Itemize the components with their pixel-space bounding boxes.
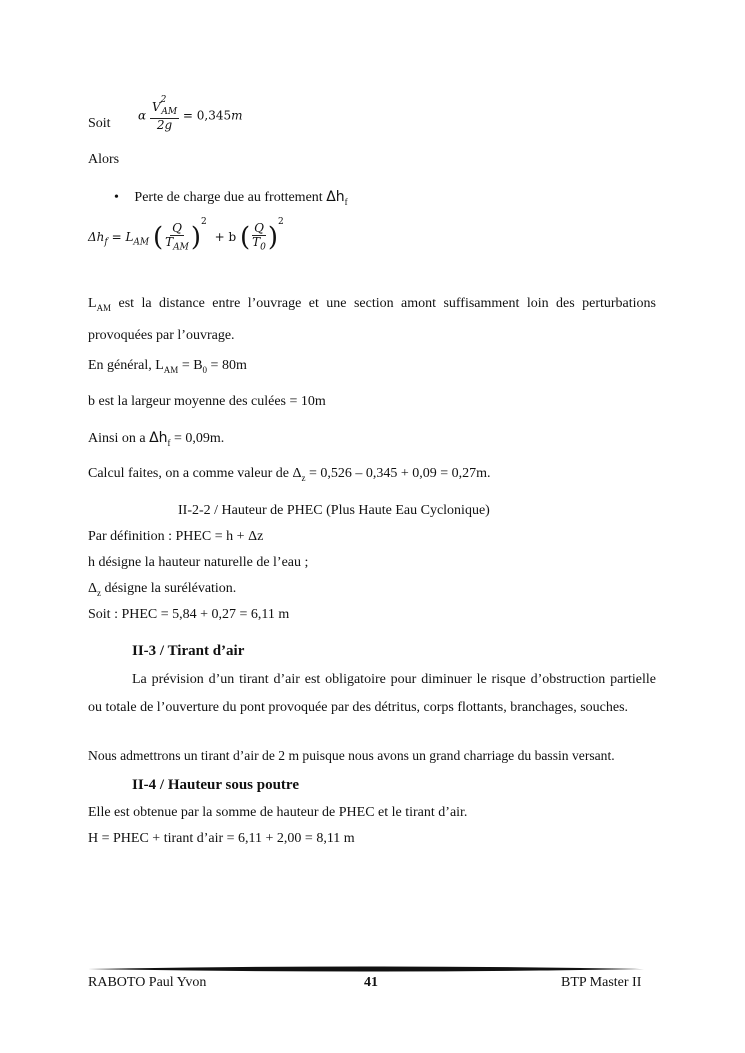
ainsi-b: = 0,09m. [170,431,225,446]
paren-open-2: ( [239,222,251,253]
def3-sub: z [97,587,102,598]
frac-denominator: 2g [156,118,173,133]
general-b: = B [178,358,203,373]
alpha-symbol: α [138,108,147,123]
bullet-delta: Δh [326,189,345,205]
q1-num: Q [172,221,182,235]
paragraph-ii-3a [88,666,656,722]
dh-L-sub: AM [133,237,150,248]
footer-rule [88,966,644,972]
alpha-unit: m [231,108,243,123]
q1-den-sub: AM [173,242,189,253]
bullet-dot-icon: • [114,190,119,205]
heading-ii-4: II-4 / Hauteur sous poutre [132,777,299,793]
heading-ii-3: II-3 / Tirant d’air [132,643,245,659]
paragraph-ainsi [88,430,224,448]
ii3a-text: La prévision d’un tirant d’air est obligatoire pour diminuer le risque d’obstruction partielle ou totale de l’ouverture du pont provoquée par des détritus, corps flottants, branchages, souches. [88,672,656,715]
paragraph-ii-4a: Elle est obtenue par la somme de hauteur de PHEC et le tirant d’air. [88,805,468,820]
definition-line-2: h désigne la hauteur naturelle de l’eau ; [88,555,309,570]
paragraph-largeur: b est la largeur moyenne des culées = 10m [88,394,326,409]
paren-close-2: ) [267,222,279,253]
general-sub1: AM [163,364,179,375]
dh-lhs: Δh [88,230,105,245]
v-sub: AM [161,107,178,118]
ainsi-delta: Δh [149,430,168,446]
footer-page-number: 41 [364,975,378,990]
lam-sub: AM [96,302,112,313]
calcul-b: = 0,526 – 0,345 + 0,09 = 0,27m. [305,466,491,481]
bullet-text: Perte de charge due au frottement [134,190,327,205]
paren-close-1: ) [190,222,202,253]
alors-label: Alors [88,152,120,167]
general-c: = 80m [207,358,247,373]
general-a: En général, L [88,358,164,373]
v-symbol: V [151,100,161,114]
dh-eq: = L [111,230,134,245]
def3-a: Δ [88,581,98,596]
fraction-q-tam [163,222,191,253]
def3-b: désigne la surélévation. [101,581,237,596]
q1-den: T [165,235,174,250]
fraction-v2-2g [150,95,179,133]
plus-b: + b [214,230,237,245]
section-title-ii-2-2: II-2-2 / Hauteur de PHEC (Plus Haute Eau Cyclonique) [178,503,490,518]
ainsi-a: Ainsi on a [88,431,150,446]
calcul-a: Calcul faites, on a comme valeur de Δ [88,466,302,481]
paragraph-calcul [88,466,491,483]
definition-line-4: Soit : PHEC = 5,84 + 0,27 = 6,11 m [88,607,290,622]
bullet-sub: f [344,196,348,207]
q2-den-sub: 0 [260,242,266,253]
ainsi-sub: f [167,437,171,448]
q2-den: T [252,235,261,250]
bullet-item [114,189,348,207]
footer-course: BTP Master II [561,975,642,990]
definition-line-1: Par définition : PHEC = h + Δz [88,529,264,544]
v-sup: 2 [160,95,167,105]
exp2: 2 [278,217,284,228]
lam-l: L [88,296,97,311]
alpha-rhs: = 0,345 [182,108,232,123]
general-sub2: 0 [202,364,208,375]
fraction-q-t0 [250,222,268,253]
equation-alpha [138,95,243,133]
paren-open-1: ( [152,222,164,253]
q2-num: Q [254,221,264,235]
exp1: 2 [201,217,207,228]
paragraph-lam [88,290,656,350]
dh-lhs-sub: f [104,237,108,248]
calcul-sub: z [301,472,306,483]
equation-delta-hf [88,217,284,253]
lam-text: est la distance entre l’ouvrage et une section amont suffisamment loin des perturbations provoquées par l’ouvrage. [88,296,656,343]
footer-author: RABOTO Paul Yvon [88,975,207,990]
paragraph-ii-3b: Nous admettrons un tirant d’air de 2 m puisque nous avons un grand charriage du bassin versant. [88,748,615,763]
paragraph-general [88,358,247,375]
paragraph-ii-4b: H = PHEC + tirant d’air = 6,11 + 2,00 = 8,11 m [88,831,355,846]
soit-label: Soit [88,116,111,131]
definition-line-3 [88,581,236,598]
